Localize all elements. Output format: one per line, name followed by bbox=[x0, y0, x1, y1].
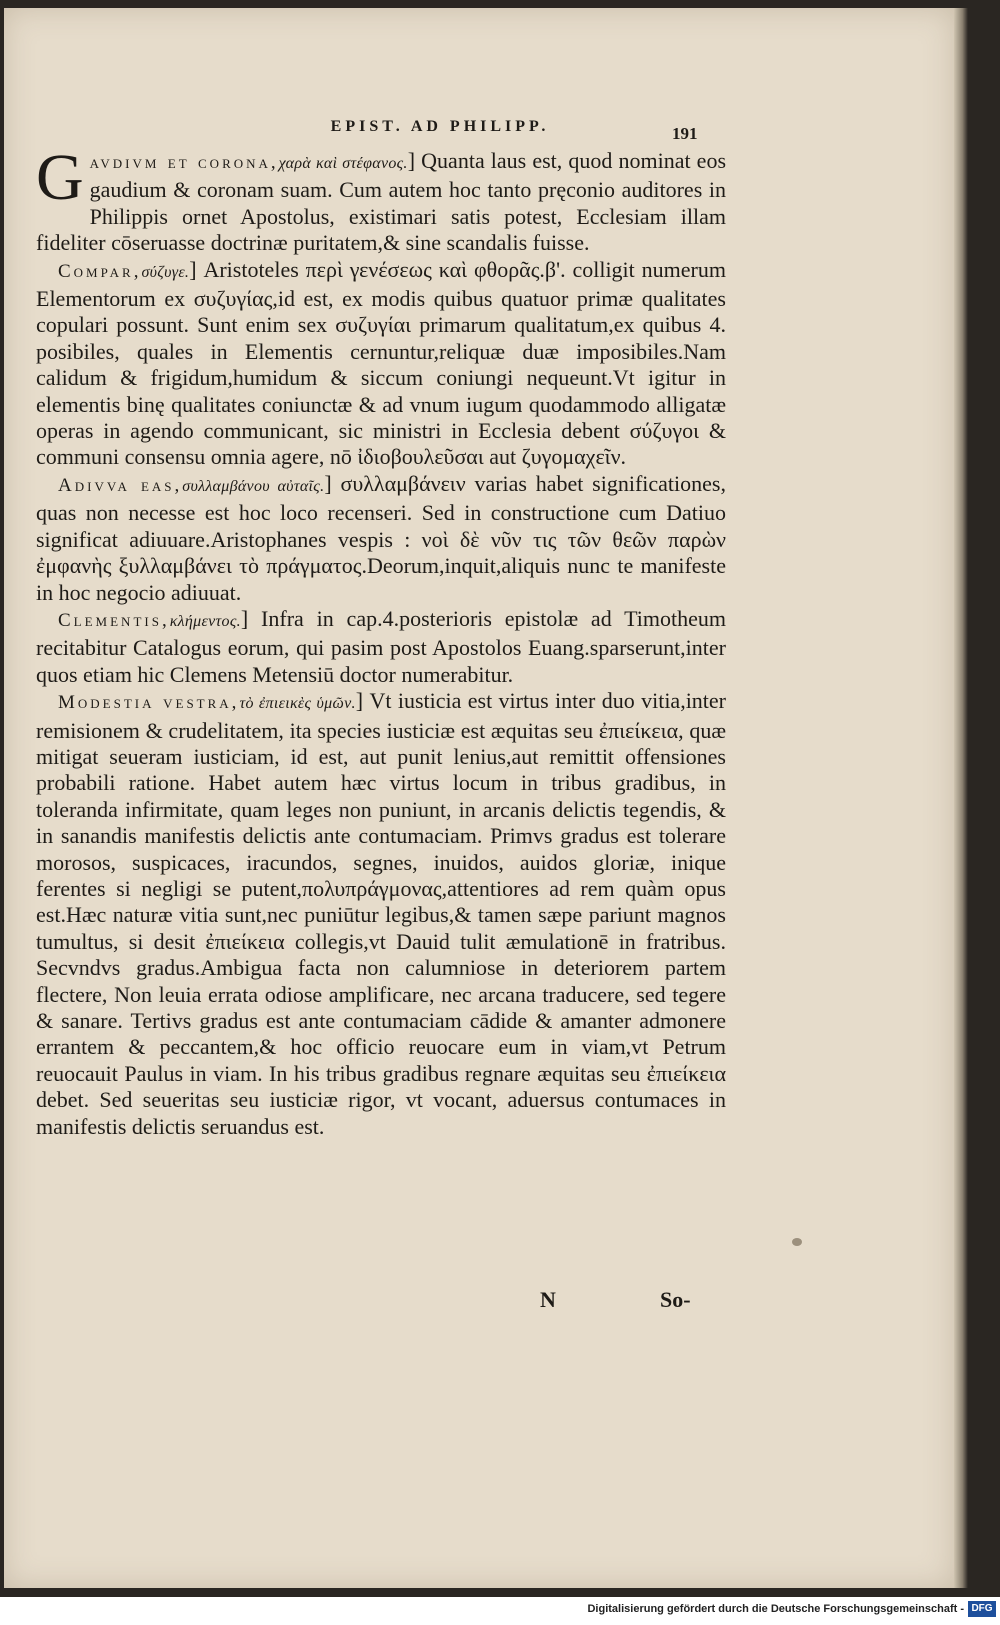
greek-term: συλλαμβάνου αὐταῖς. bbox=[182, 477, 325, 495]
paragraph-clementis bbox=[36, 606, 726, 688]
paragraph-adiuva bbox=[36, 471, 726, 606]
ink-speck bbox=[792, 1238, 802, 1246]
catchword: So- bbox=[660, 1287, 691, 1312]
greek-term: σύζυγε. bbox=[141, 263, 190, 281]
drop-capital: G bbox=[36, 141, 84, 214]
page-edge bbox=[954, 8, 968, 1588]
lemma: Clementis, bbox=[58, 609, 170, 631]
lemma: Adivva eas, bbox=[58, 474, 183, 496]
greek-term: κλήμεντος. bbox=[169, 612, 241, 630]
paragraph-gaudium bbox=[36, 141, 727, 257]
footer-bar bbox=[0, 1597, 1000, 1625]
lemma: Modestia vestra, bbox=[58, 692, 240, 714]
paragraph-text: ] συλλαμβάνειν varias habet significationes, quas non necesse est hoc loco recenseri. Sed in constructione cum Datiuo significat adiuuare.Aristophanes vespis : νοὶ δὲ νῦν τις τῶν θεῶν παρὼν ἐμφανὴς ξυλλαμβάνει τὸ πράγματος.Deorum,inquit,aliquis nunc te manifeste in hoc negocio adiuuat. bbox=[36, 470, 726, 605]
paragraph-compar bbox=[36, 257, 726, 471]
paragraph-text: ] Quanta laus est, quod nominat eos gaudium & coronam suam. Cum autem hoc tanto pręconio auditores in Philippis ornet Apostolus, existimari satis potest, Ecclesiam illam fideliter cōseruasse doctrinæ puritatem,& sine scandalis fuisse. bbox=[36, 148, 727, 256]
funding-credit: Digitalisierung gefördert durch die Deutsche Forschungsgemeinschaft - bbox=[587, 1603, 964, 1615]
greek-term: χαρὰ καὶ στέφανος. bbox=[278, 155, 408, 172]
paragraph-text: ] Aristoteles περὶ γενέσεως καὶ φθορᾶς.β'. colligit numerum Elementorum ex συζυγίας,id est, ex modis quibus quatuor primæ qualitates copulari possunt. Sunt enim sex συζυγίαι primarum qualitatum,ex quibus 4. posibiles, quales in Elementis cernuntur,reliquæ duæ imposibiles.Nam calidum & frigidum,humidum & siccum coniungi nequeunt.Vt igitur in elementis binę qualitates coniunctæ & ad vnum iugum quodammodo alligatæ operas in agendo communicant, sic ministri in Ecclesia debent σύζυγοι & communi consensu omnia agere, nō ἰδιοβουλεῦσαι aut ζυγομαχεῖν. bbox=[36, 256, 726, 470]
signature-mark: N bbox=[540, 1287, 556, 1312]
running-head: EPIST. AD PHILIPP. bbox=[330, 118, 550, 135]
dfg-logo: DFG bbox=[968, 1601, 996, 1617]
greek-term: τὸ ἐπιεικὲς ὑμῶν. bbox=[239, 695, 356, 713]
lemma: Compar, bbox=[58, 260, 142, 282]
paragraph-modestia bbox=[36, 688, 726, 1140]
lemma: avdivm et corona, bbox=[89, 152, 279, 173]
commentary-text bbox=[36, 118, 726, 1140]
paragraph-text: ] Infra in cap.4.posterioris epistolæ ad Timotheum recitabitur Catalogus eorum, qui pasim post Apostolos Euang.sparserunt,inter quos etiam hic Clemens Metensiū doctor numerabitur. bbox=[36, 605, 726, 687]
paragraph-text: ] Vt iusticia est virtus inter duo vitia,inter remisionem & crudelitatem, ita species iusticiæ est æquitas seu ἐπιείκεια, quæ mitigat seueram iusticiam, id est, aut punit lenius,aut remittit offensiones probabili ratione. Habet autem hæc virtus locum in tribus gradibus, in toleranda infirmitate, quam leges non puniunt, in arcanis delictis tegendis, & in sanandis manifestis delictis ante contumaciam. Primvs gradus est tolerare morosos, suspicaces, iracundos, segnes, inuidos, auidos gloriæ, inique ferentes si negligi se putent,πολυπράγμονας,attentiores ad rem quàm opus est.Hæc naturæ vitia sunt,nec puniūtur legibus,& tamen sæpe pariunt magnos tumultus, si desit ἐπιείκεια collegis,vt Dauid tulit æmulationē in fratribus. Secvndvs gradus.Ambigua facta non calumniose in deteriorem partem flectere, Non leuia errata odiose amplificare, nec arcana traducere, sed tegere & sanare. Tertivs gradus est ante contumaciam cādide & amanter admonere errantem & peccantem,& hoc officio reuocare eum in viam,vt Petrum reuocauit Paulus in viam. In his tribus gradibus regnare æquitas seu ἐπιείκεια debet. Sed seueritas seu iusticiæ rigor, vt vocant, aduersus contumaces in manifestis delictis seruandus est. bbox=[36, 688, 727, 1139]
page-number: 191 bbox=[672, 124, 698, 143]
